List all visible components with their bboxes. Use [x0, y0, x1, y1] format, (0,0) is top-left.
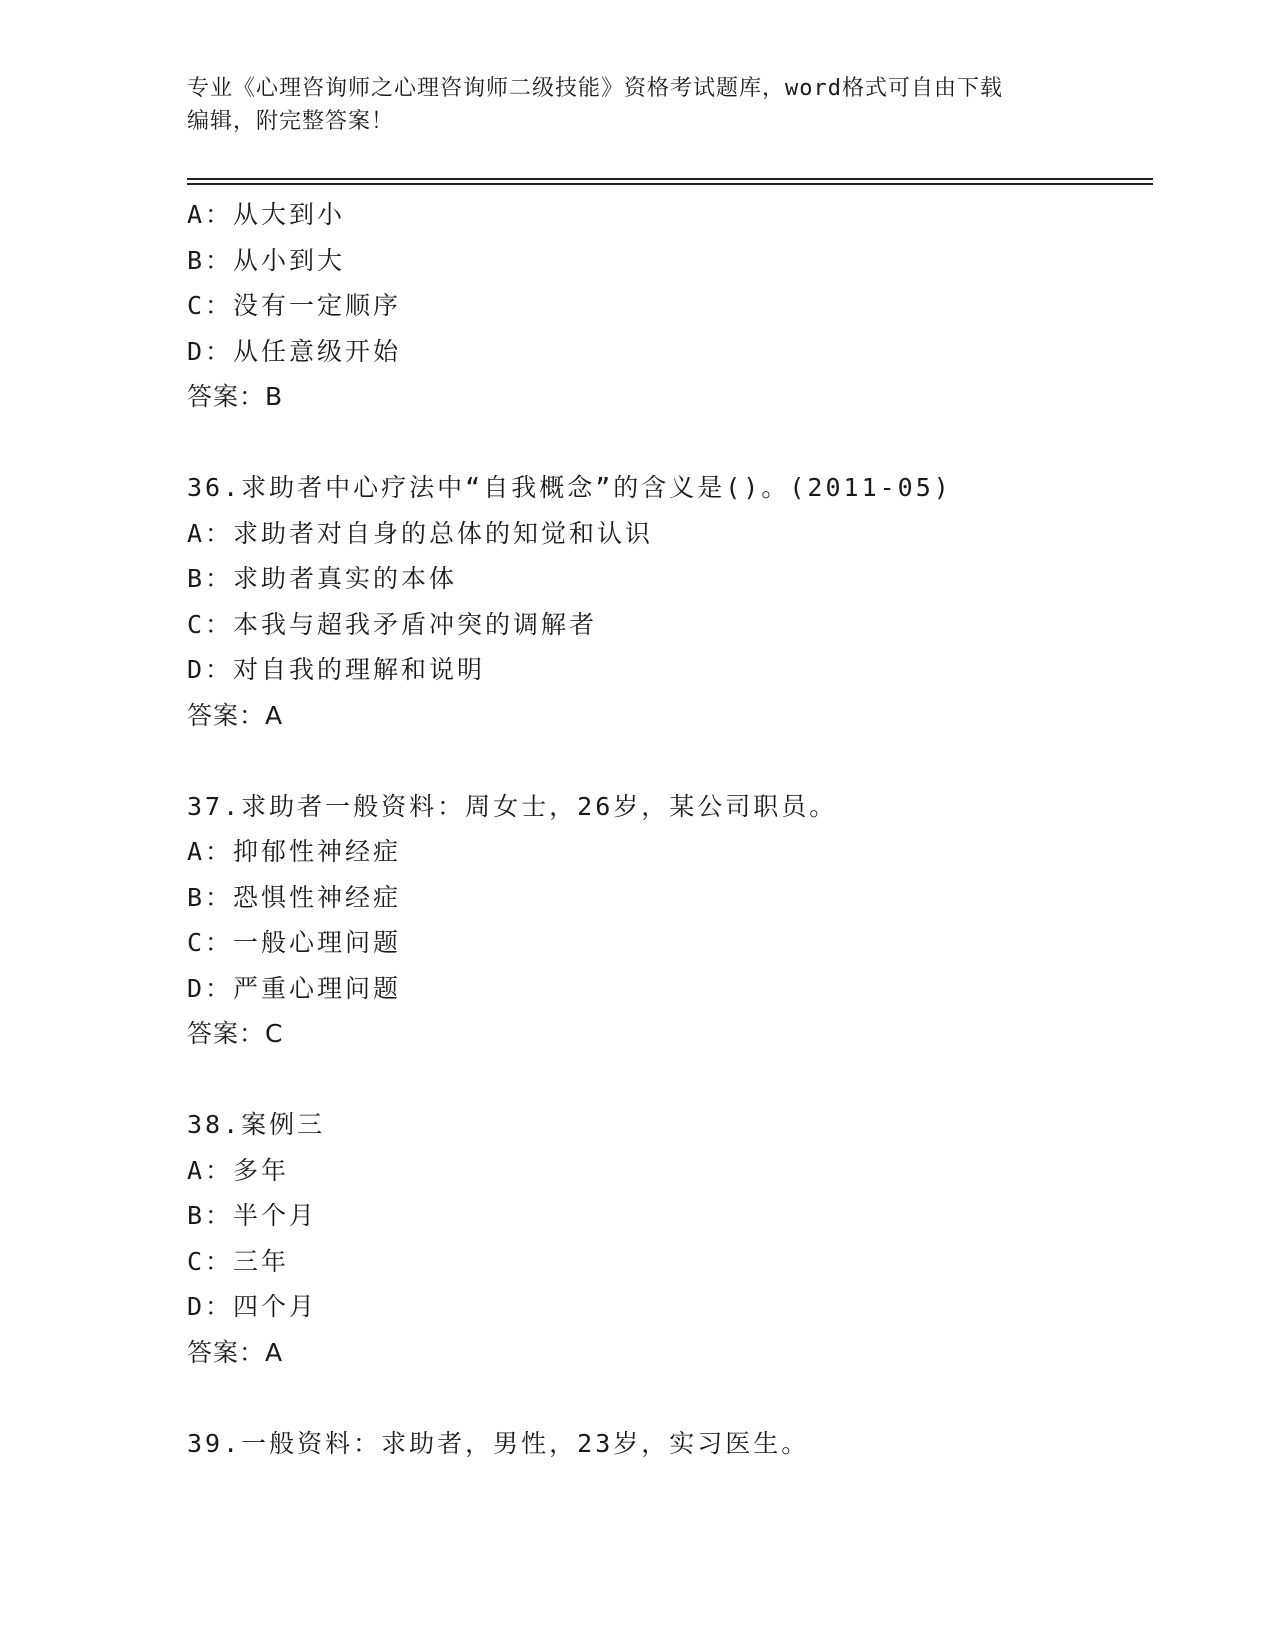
- option-a: A：求助者对自身的总体的知觉和认识: [187, 518, 654, 548]
- option-a: A：多年: [187, 1155, 290, 1185]
- answer: 答案：B: [187, 382, 284, 411]
- document-header: [187, 72, 1087, 138]
- question-text: 37.求助者一般资料：周女士，26岁，某公司职员。: [187, 791, 838, 821]
- question-list: [187, 192, 1147, 1466]
- spacer: [187, 1375, 1147, 1421]
- spacer: [187, 420, 1147, 466]
- question-text: 36.求助者中心疗法中“自我概念”的含义是()。(2011-05): [187, 473, 952, 502]
- question-text: 38.案例三: [187, 1110, 326, 1139]
- question-39-block: [187, 1421, 1147, 1467]
- header-line-2: 编辑，附完整答案！: [187, 109, 395, 134]
- question-text: 39.一般资料：求助者，男性，23岁，实习医生。: [187, 1428, 810, 1458]
- option-d: D：从任意级开始: [187, 336, 402, 366]
- answer: 答案：A: [187, 700, 284, 730]
- question-37-block: [187, 784, 1147, 1057]
- option-a: A：抑郁性神经症: [187, 837, 402, 866]
- option-c: C：三年: [187, 1246, 290, 1276]
- option-d: D：四个月: [187, 1292, 318, 1321]
- question-38-block: [187, 1102, 1147, 1375]
- option-c: C：一般心理问题: [187, 928, 402, 957]
- option-b: B：恐惧性神经症: [187, 882, 402, 912]
- spacer: [187, 1057, 1147, 1103]
- answer: 答案：C: [187, 1019, 284, 1048]
- option-d: D：严重心理问题: [187, 973, 402, 1003]
- header-rule-bottom: [187, 183, 1153, 185]
- option-b: B：半个月: [187, 1201, 318, 1230]
- header-line-1: 专业《心理咨询师之心理咨询师二级技能》资格考试题库，word格式可自由下载: [187, 76, 1003, 101]
- question-35-block: [187, 192, 1147, 420]
- spacer: [187, 738, 1147, 784]
- option-c: C：没有一定顺序: [187, 291, 402, 320]
- option-b: B：求助者真实的本体: [187, 564, 458, 593]
- option-b: B：从小到大: [187, 245, 346, 275]
- option-a: A：从大到小: [187, 200, 346, 229]
- answer: 答案：A: [187, 1337, 284, 1367]
- option-c: C：本我与超我矛盾冲突的调解者: [187, 609, 598, 639]
- question-36-block: [187, 465, 1147, 738]
- option-d: D：对自我的理解和说明: [187, 655, 486, 684]
- header-rule-top: [187, 178, 1153, 180]
